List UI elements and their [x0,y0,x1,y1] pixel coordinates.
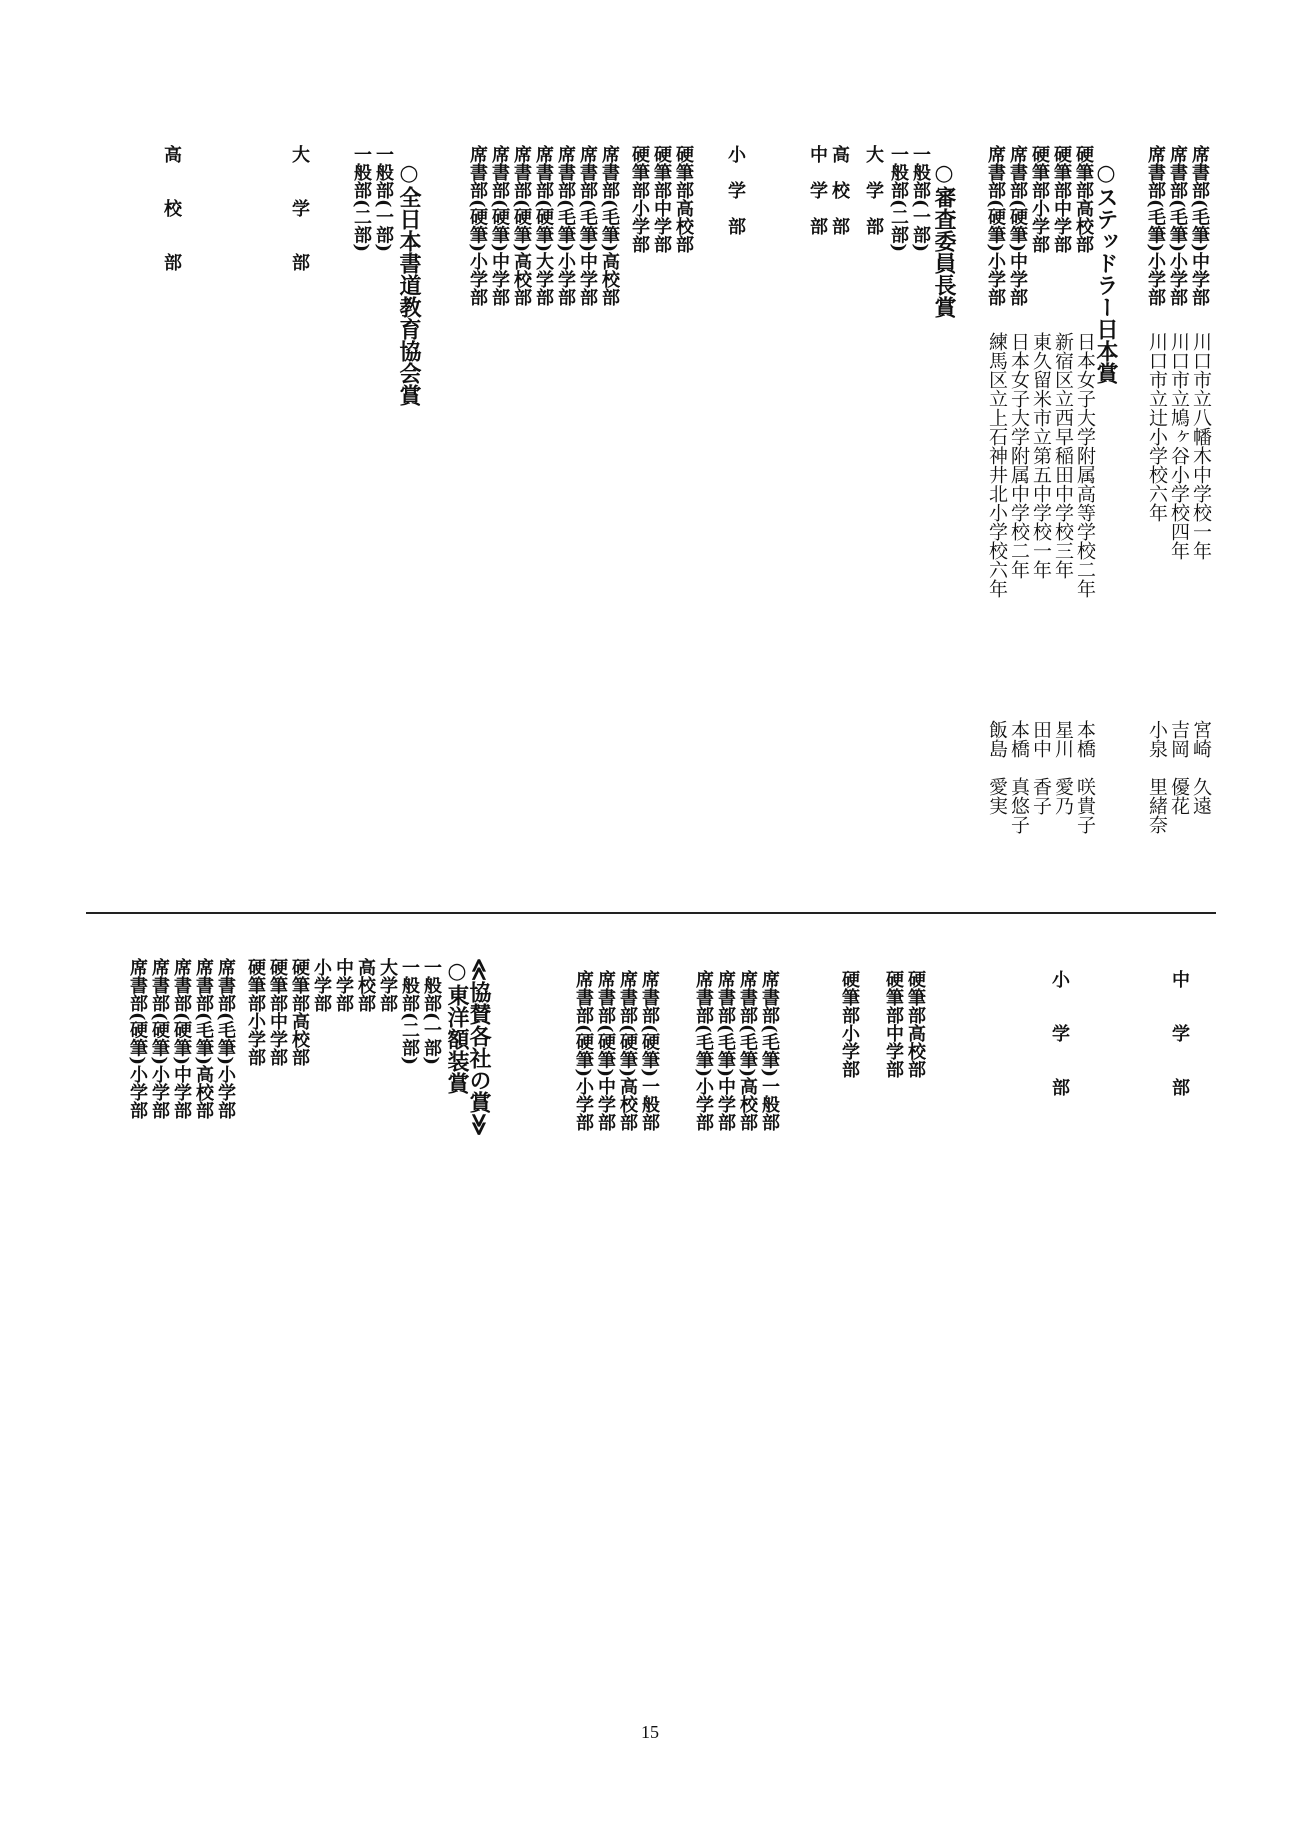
zennihon-title: ○全日本書道教育協会賞 [396,160,422,406]
category-header: 一般部(一部) [373,145,394,253]
award-name: 星川 愛乃 [1052,720,1074,815]
category-header: 席書部(毛筆)中学部 [577,145,598,307]
category-header: 大 学 部 [863,145,884,235]
category-header: 高校部 [355,958,376,1012]
section-divider [86,912,1216,914]
category-header: 硬筆部小学部 [245,958,266,1066]
category-header: 席書部(毛筆)中学部 [715,970,736,1132]
shinsa-title: ○審査委員長賞 [931,160,957,318]
school-name: 日本女子大学附属高等学校二年 [1074,332,1096,598]
category-header: 硬筆部小学部 [629,145,650,253]
category-header: 中 学 部 [807,145,828,235]
category-header: 小 学 部 [1049,970,1070,1096]
category-header: 硬筆部中学部 [883,970,904,1078]
award-name: 本橋 真悠子 [1008,720,1030,834]
category-header: 硬筆部中学部 [1051,145,1072,253]
school-name: 練馬区立上石神井北小学校六年 [986,332,1008,598]
category-header: 中学部 [333,958,354,1012]
category-header: 硬筆部中学部 [651,145,672,253]
category-header: 一般部(一部) [910,145,931,253]
category-header: 硬筆部高校部 [289,958,310,1066]
award-name: 吉岡 優花 [1168,720,1190,815]
category-header: 硬筆部高校部 [1073,145,1094,253]
category-header: 高 校 部 [161,145,182,271]
category-header: 席書部(硬筆)小学部 [127,958,148,1120]
category-header: 席書部(毛筆)一般部 [759,970,780,1132]
category-header: 席書部(硬筆)高校部 [511,145,532,307]
category-header: 席書部(硬筆)中学部 [489,145,510,307]
award-name: 小泉 里緒奈 [1146,720,1168,834]
school-name: 日本女子大学附属中学校二年 [1008,332,1030,579]
category-header: 席書部(毛筆)高校部 [737,970,758,1132]
award-name: 田中 香子 [1030,720,1052,815]
school-name: 東久留米市立第五中学校一年 [1030,332,1052,579]
category-header: 席書部(毛筆)小学部 [215,958,236,1120]
category-header: 硬筆部小学部 [839,970,860,1078]
school-name: 新宿区立西早稲田中学校三年 [1052,332,1074,579]
school-name: 川口市立八幡木中学校一年 [1190,332,1212,560]
category-header: 一般部(二部) [351,145,372,253]
category-header: 席書部(毛筆)高校部 [599,145,620,307]
kyosan-title: ≪協賛各社の賞≫ [466,958,492,1137]
award-name: 宮崎 久遠 [1190,720,1212,815]
category-header: 席書部(毛筆)小学部 [693,970,714,1132]
category-header: 席書部(毛筆)小学部 [1167,145,1188,307]
category-header: 高 校 部 [829,145,850,235]
category-header: 中 学 部 [1169,970,1190,1096]
category-header: 席書部(硬筆)中学部 [1007,145,1028,307]
category-header: 席書部(毛筆)小学部 [555,145,576,307]
category-header: 席書部(硬筆)小学部 [573,970,594,1132]
category-header: 席書部(硬筆)高校部 [617,970,638,1132]
category-header: 硬筆部高校部 [905,970,926,1078]
category-header: 大学部 [377,958,398,1012]
category-header: 硬筆部中学部 [267,958,288,1066]
category-header: 席書部(毛筆)中学部 [1189,145,1210,307]
category-header: 席書部(硬筆)中学部 [171,958,192,1120]
category-header: 席書部(毛筆)高校部 [193,958,214,1120]
category-header: 席書部(毛筆)小学部 [1145,145,1166,307]
category-header: 小 学 部 [725,145,746,235]
school-name: 川口市立辻小学校六年 [1146,332,1168,522]
steddler-title: ○ステッドラー日本賞 [1093,160,1119,384]
award-name: 飯島 愛実 [986,720,1008,815]
school-name: 川口市立鳩ヶ谷小学校四年 [1168,332,1190,560]
award-name: 本橋 咲貴子 [1074,720,1096,834]
category-header: 大 学 部 [289,145,310,271]
category-header: 一般部(二部) [888,145,909,253]
category-header: 硬筆部高校部 [673,145,694,253]
category-header: 硬筆部小学部 [1029,145,1050,253]
category-header: 席書部(硬筆)中学部 [595,970,616,1132]
category-header: 一般部(二部) [399,958,420,1066]
category-header: 小学部 [311,958,332,1012]
category-header: 席書部(硬筆)小学部 [467,145,488,307]
category-header: 席書部(硬筆)小学部 [149,958,170,1120]
category-header: 席書部(硬筆)一般部 [639,970,660,1132]
toyo-title: ○東洋額装賞 [444,958,470,1094]
category-header: 席書部(硬筆)大学部 [533,145,554,307]
page-number: 15 [641,1722,659,1742]
category-header: 席書部(硬筆)小学部 [985,145,1006,307]
category-header: 一般部(一部) [421,958,442,1066]
